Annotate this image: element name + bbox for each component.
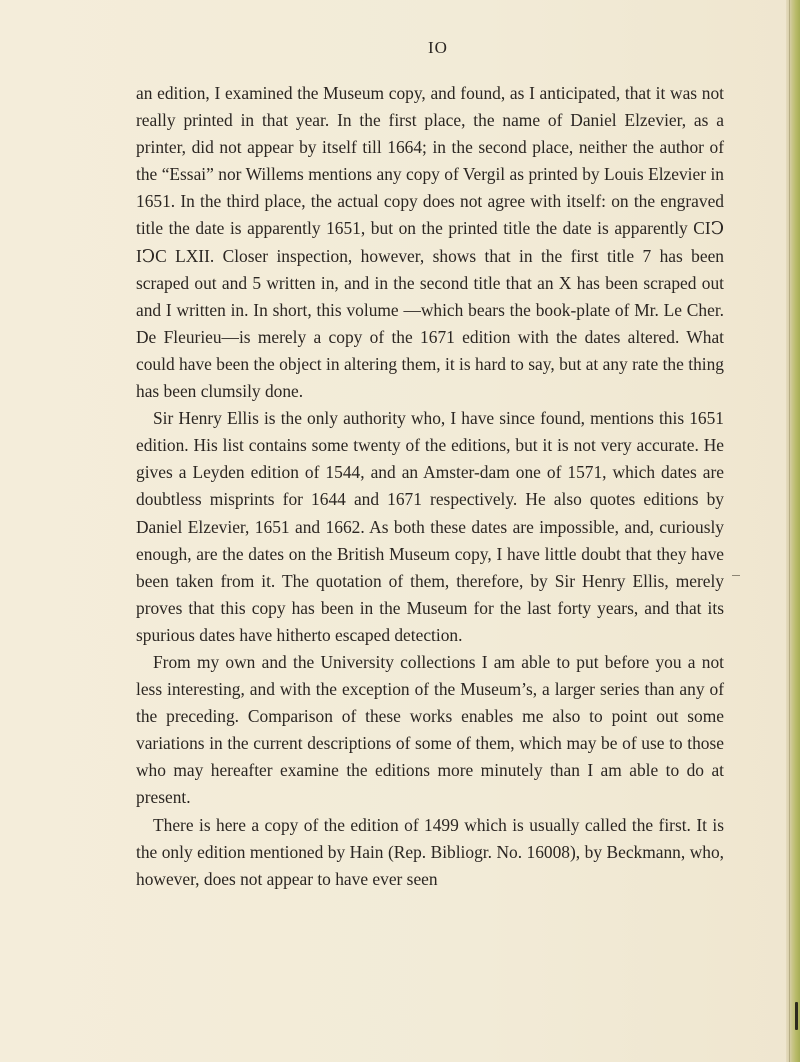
- paragraph-4: There is here a copy of the edition of 1499 which is usually called the first. It is the only edition mentioned by Hain (Rep. Bibliogr. No. 16008), by Beckmann, who, however, does not appear to have ever seen: [136, 814, 724, 889]
- margin-mark: [732, 575, 740, 576]
- page-edge: [786, 0, 800, 1062]
- paragraph-1: an edition, I examined the Museum copy, and found, as I anticipated, that it was not really printed in that year. In the first place, the name of Daniel Elzevier, as a printer, did not appear by itself till 1664; in the second place, neither the author of the “Essai” nor Willems mentions any copy of Vergil as printed by Louis Elzevier in 1651. In the third place, the actual copy does not agree with itself: on the engraved title the date is apparently 1651, but on the printed title the date is apparently CIↃ IↃC LXII. Closer inspection, however, shows that in the first title 7 has been scraped out and 5 written in, and in the second title that an X has been scraped out and I written in. In short, this volume —which bears the book-plate of Mr. Le Cher. De Fleurieu—is merely a copy of the 1671 edition with the dates altered. What could have been the object in altering them, it is hard to say, but at any rate the thing has been clumsily done.: [136, 83, 724, 402]
- paragraph-2: Sir Henry Ellis is the only authority who, I have since found, mentions this 1651 edition. His list contains some twenty of the editions, but it is not very accurate. He gives a Leyden edition of 1544, and an Amster-dam one of 1571, which dates are doubtless misprints for 1644 and 1671 respectively. He also quotes editions by Daniel Elzevier, 1651 and 1662. As both these dates are impossible, and, curiously enough, are the dates on the British Museum copy, I have little doubt that they have been taken from it. The quotation of them, therefore, by Sir Henry Ellis, merely proves that this copy has been in the Museum for the last forty years, and that its spurious dates have hitherto escaped detection.: [136, 408, 724, 645]
- page-number: IO: [428, 38, 448, 57]
- paragraph-3: From my own and the University collections I am able to put before you a not less interesting, and with the exception of the Museum’s, a larger series than any of the preceding. Comparison of these works enables me also to point out some variations in the current descriptions of some of them, which may be of use to those who may hereafter examine the editions more minutely than I am able to do at present.: [136, 651, 724, 808]
- body-text: [136, 80, 724, 893]
- edge-mark: [795, 1002, 798, 1030]
